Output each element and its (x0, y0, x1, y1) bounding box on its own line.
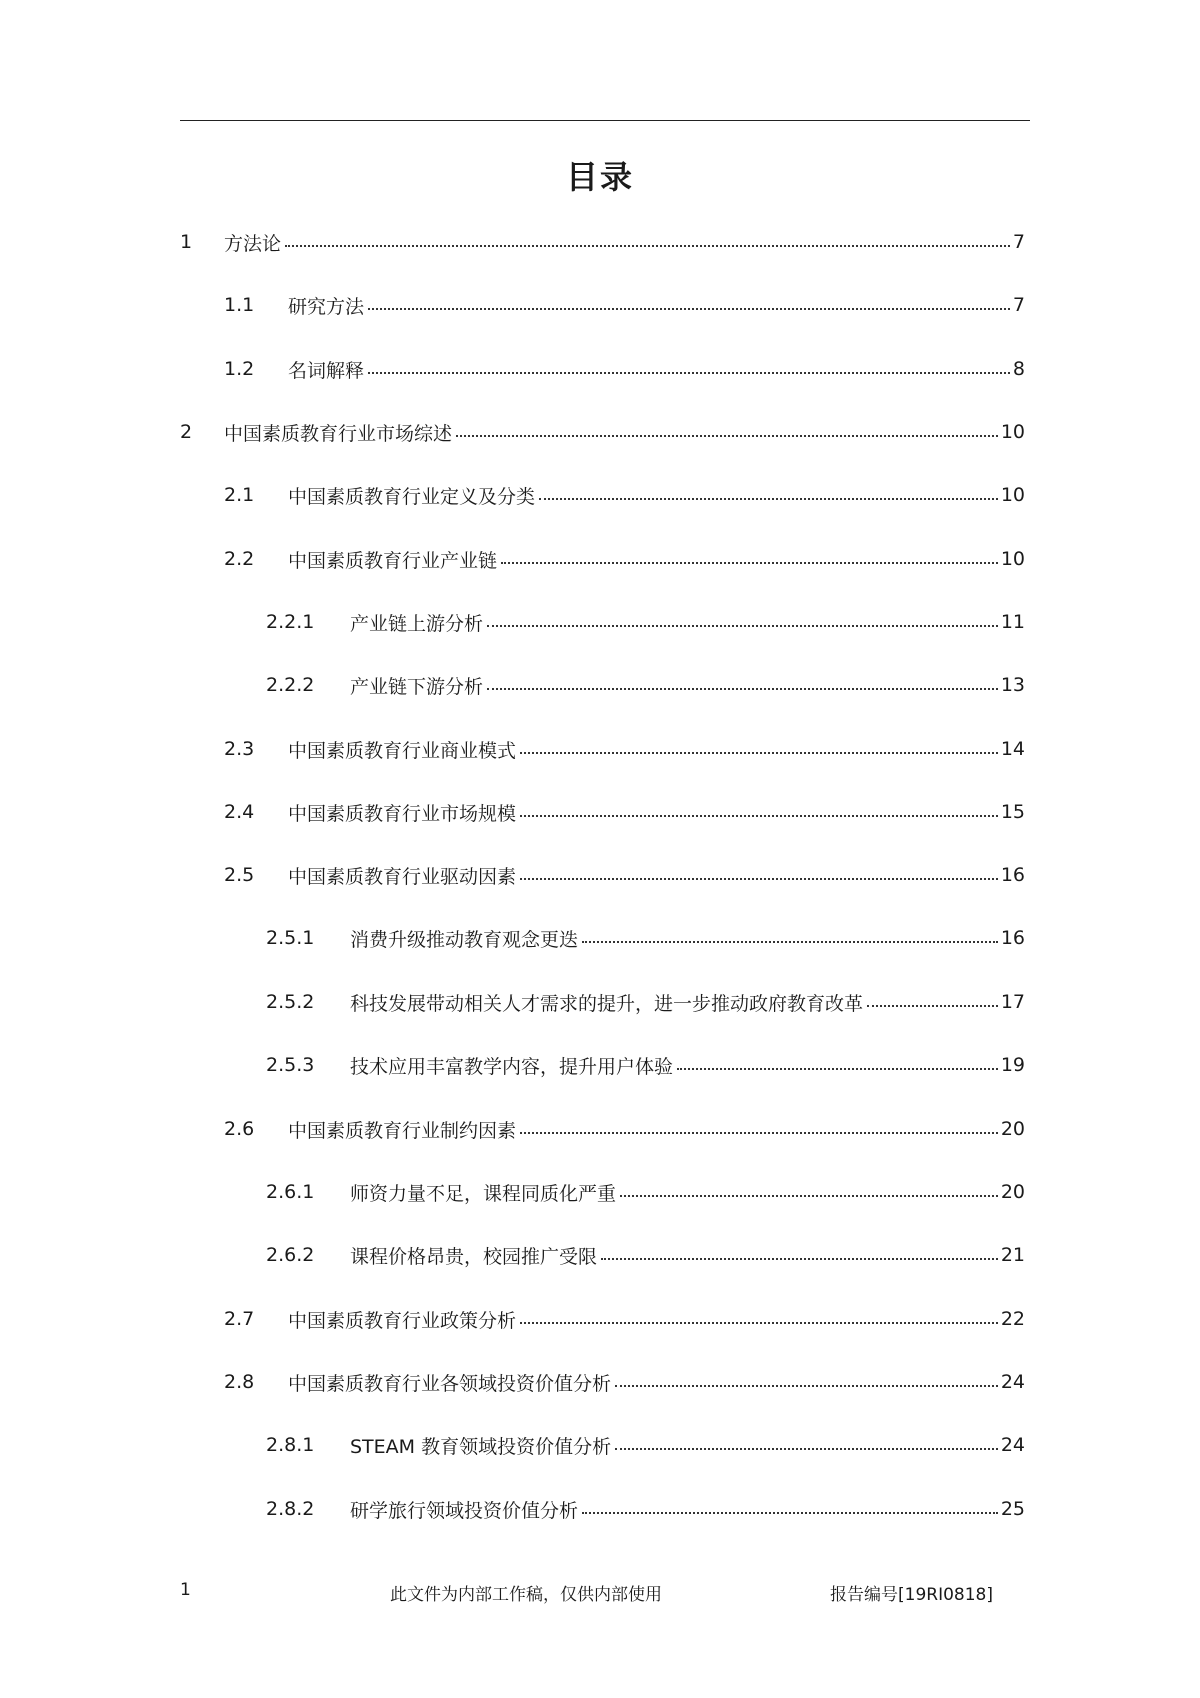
dot-leader (487, 625, 998, 627)
toc-entry-label: 研究方法 (288, 295, 365, 318)
toc-entry-page: 15 (1000, 801, 1025, 823)
toc-entry-page: 24 (1000, 1434, 1025, 1456)
toc-entry-page: 10 (1000, 484, 1025, 506)
toc-entry-page: 8 (1012, 358, 1025, 380)
dot-leader (520, 752, 998, 754)
dot-leader (520, 1322, 998, 1324)
toc-entry-2-8-1[interactable] (266, 1431, 1025, 1459)
dot-leader (539, 498, 998, 500)
toc-entry-label: 课程价格昂贵，校园推广受限 (350, 1245, 598, 1268)
toc-entry-label: 中国素质教育行业各领域投资价值分析 (288, 1372, 612, 1395)
toc-entry-label: 名词解释 (288, 359, 365, 382)
dot-leader (582, 941, 998, 943)
toc-entry-number: 1.1 (224, 294, 255, 316)
toc-entry-number: 2.8 (224, 1371, 255, 1393)
toc-entry-label: 中国素质教育行业商业模式 (288, 739, 517, 762)
toc-entry-page: 21 (1000, 1244, 1025, 1266)
toc-entry-label: STEAM 教育领域投资价值分析 (350, 1435, 612, 1458)
dot-leader (501, 562, 998, 564)
toc-entry-page: 14 (1000, 738, 1025, 760)
toc-entry-number: 2.4 (224, 801, 255, 823)
toc-entry-page: 17 (1000, 991, 1025, 1013)
toc-entry-number: 2.1 (224, 484, 255, 506)
toc-entry-number: 2.2.1 (266, 611, 315, 633)
toc-entry-number: 2.5.2 (266, 991, 315, 1013)
toc-entry-label: 中国素质教育行业产业链 (288, 549, 498, 572)
toc-entry-2-5-3[interactable] (266, 1051, 1025, 1079)
dot-leader (582, 1512, 998, 1514)
toc-entry-label: 方法论 (224, 232, 282, 255)
dot-leader (487, 688, 998, 690)
footer-confidential-notice: 此文件为内部工作稿，仅供内部使用 (390, 1585, 662, 1605)
toc-entry-page: 10 (1000, 548, 1025, 570)
toc-entry-number: 2.5.3 (266, 1054, 315, 1076)
toc-entry-label: 中国素质教育行业制约因素 (288, 1119, 517, 1142)
toc-entry-label: 技术应用丰富教学内容，提升用户体验 (350, 1055, 674, 1078)
footer-page-number: 1 (180, 1580, 191, 1600)
dot-leader (620, 1195, 998, 1197)
toc-entry-number: 2.8.1 (266, 1434, 315, 1456)
toc-entry-1-2[interactable] (224, 355, 1025, 383)
dot-leader (456, 435, 998, 437)
toc-entry-number: 2.3 (224, 738, 255, 760)
toc-entry-page: 10 (1000, 421, 1025, 443)
toc-entry-page: 25 (1000, 1498, 1025, 1520)
toc-entry-page: 20 (1000, 1181, 1025, 1203)
toc-entry-page: 7 (1012, 231, 1025, 253)
toc-entry-page: 22 (1000, 1308, 1025, 1330)
toc-entry-page: 19 (1000, 1054, 1025, 1076)
toc-entry-page: 20 (1000, 1118, 1025, 1140)
toc-entry-2-6[interactable] (224, 1115, 1025, 1143)
dot-leader (520, 878, 998, 880)
toc-entry-2-6-2[interactable] (266, 1241, 1025, 1269)
toc-entry-2[interactable] (180, 418, 1025, 446)
dot-leader (285, 245, 1010, 247)
toc-entry-page: 24 (1000, 1371, 1025, 1393)
toc-entry-number: 2.5.1 (266, 927, 315, 949)
toc-entry-label: 师资力量不足，课程同质化严重 (350, 1182, 617, 1205)
dot-leader (615, 1448, 998, 1450)
dot-leader (520, 1132, 998, 1134)
toc-entry-number: 1.2 (224, 358, 255, 380)
toc-entry-label: 消费升级推动教育观念更迭 (350, 928, 579, 951)
toc-entry-number: 2.6 (224, 1118, 255, 1140)
toc-entry-1[interactable] (180, 228, 1025, 256)
toc-entry-2-8[interactable] (224, 1368, 1025, 1396)
toc-entry-1-1[interactable] (224, 291, 1025, 319)
toc-entry-2-2[interactable] (224, 545, 1025, 573)
toc-entry-label: 中国素质教育行业市场综述 (224, 422, 453, 445)
toc-entry-label: 中国素质教育行业政策分析 (288, 1309, 517, 1332)
toc-entry-2-2-2[interactable] (266, 671, 1025, 699)
toc-entry-2-2-1[interactable] (266, 608, 1025, 636)
toc-entry-label: 科技发展带动相关人才需求的提升，进一步推动政府教育改革 (350, 992, 864, 1015)
toc-entry-2-3[interactable] (224, 735, 1025, 763)
dot-leader (368, 372, 1010, 374)
toc-entry-label: 中国素质教育行业市场规模 (288, 802, 517, 825)
dot-leader (368, 308, 1010, 310)
toc-entry-2-4[interactable] (224, 798, 1025, 826)
toc-entry-2-5[interactable] (224, 861, 1025, 889)
dot-leader (615, 1385, 998, 1387)
toc-entry-page: 11 (1000, 611, 1025, 633)
toc-title: 目录 (565, 158, 634, 196)
toc-entry-number: 2.5 (224, 864, 255, 886)
toc-entry-2-8-2[interactable] (266, 1495, 1025, 1523)
footer-report-id: 报告编号[19RI0818] (830, 1585, 993, 1605)
dot-leader (601, 1258, 998, 1260)
toc-entry-page: 16 (1000, 864, 1025, 886)
dot-leader (867, 1005, 998, 1007)
toc-entry-label: 研学旅行领域投资价值分析 (350, 1499, 579, 1522)
toc-entry-number: 2.7 (224, 1308, 255, 1330)
toc-entry-label: 产业链上游分析 (350, 612, 484, 635)
toc-entry-number: 2.8.2 (266, 1498, 315, 1520)
toc-entry-number: 1 (180, 231, 193, 253)
toc-entry-label: 中国素质教育行业定义及分类 (288, 485, 536, 508)
dot-leader (520, 815, 998, 817)
toc-entry-2-5-1[interactable] (266, 924, 1025, 952)
toc-entry-2-1[interactable] (224, 481, 1025, 509)
toc-entry-number: 2 (180, 421, 193, 443)
toc-entry-number: 2.6.1 (266, 1181, 315, 1203)
toc-entry-number: 2.2 (224, 548, 255, 570)
page-footer (0, 1580, 1200, 1608)
toc-entry-page: 7 (1012, 294, 1025, 316)
toc-entry-number: 2.6.2 (266, 1244, 315, 1266)
toc-entry-label: 产业链下游分析 (350, 675, 484, 698)
dot-leader (677, 1068, 998, 1070)
toc-entry-page: 13 (1000, 674, 1025, 696)
toc-entry-label: 中国素质教育行业驱动因素 (288, 865, 517, 888)
toc-entry-number: 2.2.2 (266, 674, 315, 696)
toc-entry-2-6-1[interactable] (266, 1178, 1025, 1206)
toc-entry-page: 16 (1000, 927, 1025, 949)
toc-entry-2-5-2[interactable] (266, 988, 1025, 1016)
toc-entry-2-7[interactable] (224, 1305, 1025, 1333)
